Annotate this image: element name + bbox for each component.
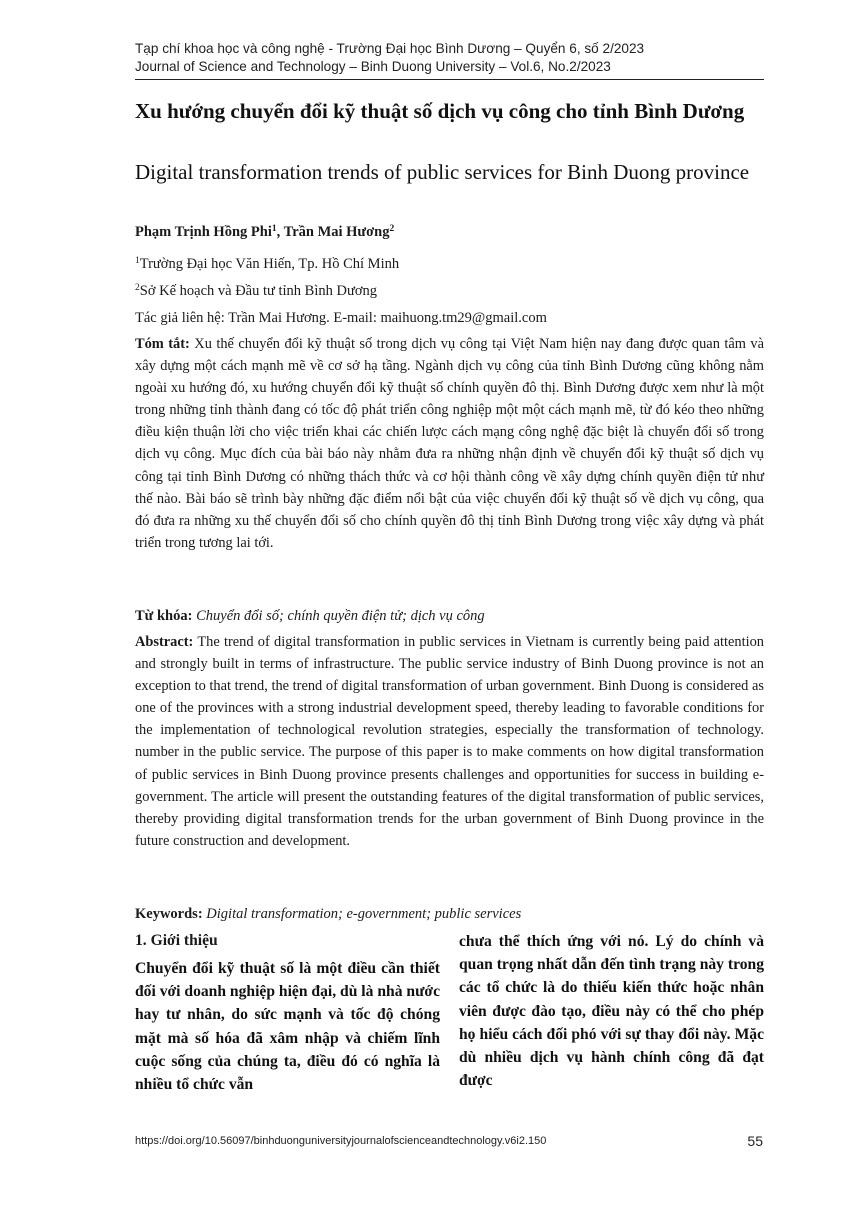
body-column-right: chưa thể thích ứng với nó. Lý do chính và quan trọng nhất dẫn đến tình trạng này trong các tổ chức là do thiếu kiến thức hoặc nhân viên được đào tạo, điều này có thể cho phép họ hiểu cách đối phó với sự thay đổi này. Mặc dù nhiều dịch vụ hành chính công đã đạt được bbox=[459, 933, 764, 1090]
abstract-vietnamese bbox=[135, 333, 764, 554]
journal-header bbox=[135, 40, 763, 76]
title-english: Digital transformation trends of public services for Binh Duong province bbox=[135, 160, 750, 184]
affiliation-marker: 1 bbox=[135, 256, 140, 266]
abstract-body: The trend of digital transformation in public services in Vietnam is currently being paid attention and strongly built in terms of infrastructure. The public service industry of Binh Duong province is not an exception to that trend, the trend of digital transformation of urban government. Binh Duong is considered as one of the provinces with a strong industrial development speed, thereby leading to favorable conditions for the implementation of technological revolution strategies, especially the transformation of technology. number in the public service. The purpose of this paper is to make comments on how digital transformation of public services in Binh Duong province presents challenges and opportunities for success in building e-government. The article will present the outstanding features of the digital transformation of public services, thereby providing digital transformation trends for the urban government of Binh Duong province in the future construction and development. bbox=[135, 634, 764, 849]
affiliation-2 bbox=[135, 281, 377, 301]
affiliation-text: Trường Đại học Văn Hiến, Tp. Hồ Chí Minh bbox=[139, 256, 400, 272]
authors-line bbox=[135, 222, 394, 242]
author-name: Trần Mai Hương bbox=[283, 224, 390, 240]
header-line-en: Journal of Science and Technology – Binh Duong University – Vol.6, No.2/2023 bbox=[135, 59, 611, 74]
author-affiliation-marker: 2 bbox=[389, 224, 395, 234]
header-divider bbox=[135, 79, 764, 80]
keywords-label: Từ khóa: bbox=[135, 608, 193, 624]
keywords-english bbox=[135, 904, 764, 924]
abstract-body: Xu thế chuyển đổi kỹ thuật số trong dịch vụ công tại Việt Nam hiện nay đang được quan tâm và xây dựng một cách mạnh mẽ về cơ sở hạ tầng. Ngành dịch vụ công của tỉnh Bình Dương cũng không nằm ngoài xu hướng đó, xu hướng chuyển đổi kỹ thuật số chính quyền đô thị. Bình Dương được xem như là một trong những tỉnh thành đang có tốc độ phát triển công nghiệp một một cách mạnh mẽ, từ đó kéo theo những điều kiện thuận lời cho việc triển khai các chiến lược cách mạng công nghệ đặc biệt là chuyển đổi số trong dịch vụ công. Mục đích của bài báo này nhằm đưa ra những nhận định về chuyển đổi kỹ thuật số dịch vụ công tại tỉnh Bình Dương có những thách thức và cơ hội thành công về xây dựng chính quyền điện tử như thế nào. Bài báo sẽ trình bày những đặc điểm nổi bật của việc chuyển đổi kỹ thuật số về dịch vụ công, qua đó đưa ra những xu thế chuyển đổi số cho chính quyền đô thị tỉnh Bình Dương trong việc xây dựng và phát triển trong tương lai tới. bbox=[135, 336, 764, 551]
page-number: 55 bbox=[747, 1133, 763, 1149]
author-name: Phạm Trịnh Hồng Phi bbox=[135, 224, 272, 240]
affiliation-marker: 2 bbox=[135, 283, 140, 293]
keywords-value: Digital transformation; e-government; public services bbox=[206, 906, 522, 922]
body-column-left: Chuyển đổi kỹ thuật số là một điều cần thiết đối với doanh nghiệp hiện đại, dù là nhà nước hay tư nhân, do sức mạnh và tốc độ chóng mặt mà số hóa đã xâm nhập và chiếm lĩnh cuộc sống của chúng ta, điều đó có nghĩa là nhiều tổ chức vẫn bbox=[135, 960, 440, 1094]
header-line-vi: Tạp chí khoa học và công nghệ - Trường Đại học Bình Dương – Quyển 6, số 2/2023 bbox=[135, 41, 645, 56]
section-heading: 1. Giới thiệu bbox=[135, 932, 218, 949]
affiliation-text: Sở Kế hoạch và Đầu tư tỉnh Bình Dương bbox=[139, 283, 377, 299]
author-affiliation-marker: 1 bbox=[271, 224, 277, 234]
affiliation-1 bbox=[135, 254, 399, 274]
abstract-label: Tóm tắt: bbox=[135, 336, 190, 352]
corresponding-author: Tác giả liên hệ: Trần Mai Hương. E-mail: maihuong.tm29@gmail.com bbox=[135, 310, 547, 326]
keywords-label: Keywords: bbox=[135, 906, 203, 922]
keywords-value: Chuyển đổi số; chính quyền điện tử; dịch vụ công bbox=[196, 608, 485, 624]
doi-link[interactable]: https://doi.org/10.56097/binhduonguniversityjournalofscienceandtechnology.v6i2.150 bbox=[135, 1135, 547, 1147]
abstract-english bbox=[135, 631, 764, 852]
abstract-label: Abstract: bbox=[135, 634, 194, 650]
author-separator: , bbox=[276, 224, 284, 240]
title-vietnamese: Xu hướng chuyển đổi kỹ thuật số dịch vụ công cho tỉnh Bình Dương bbox=[135, 99, 745, 123]
keywords-vietnamese bbox=[135, 606, 764, 626]
